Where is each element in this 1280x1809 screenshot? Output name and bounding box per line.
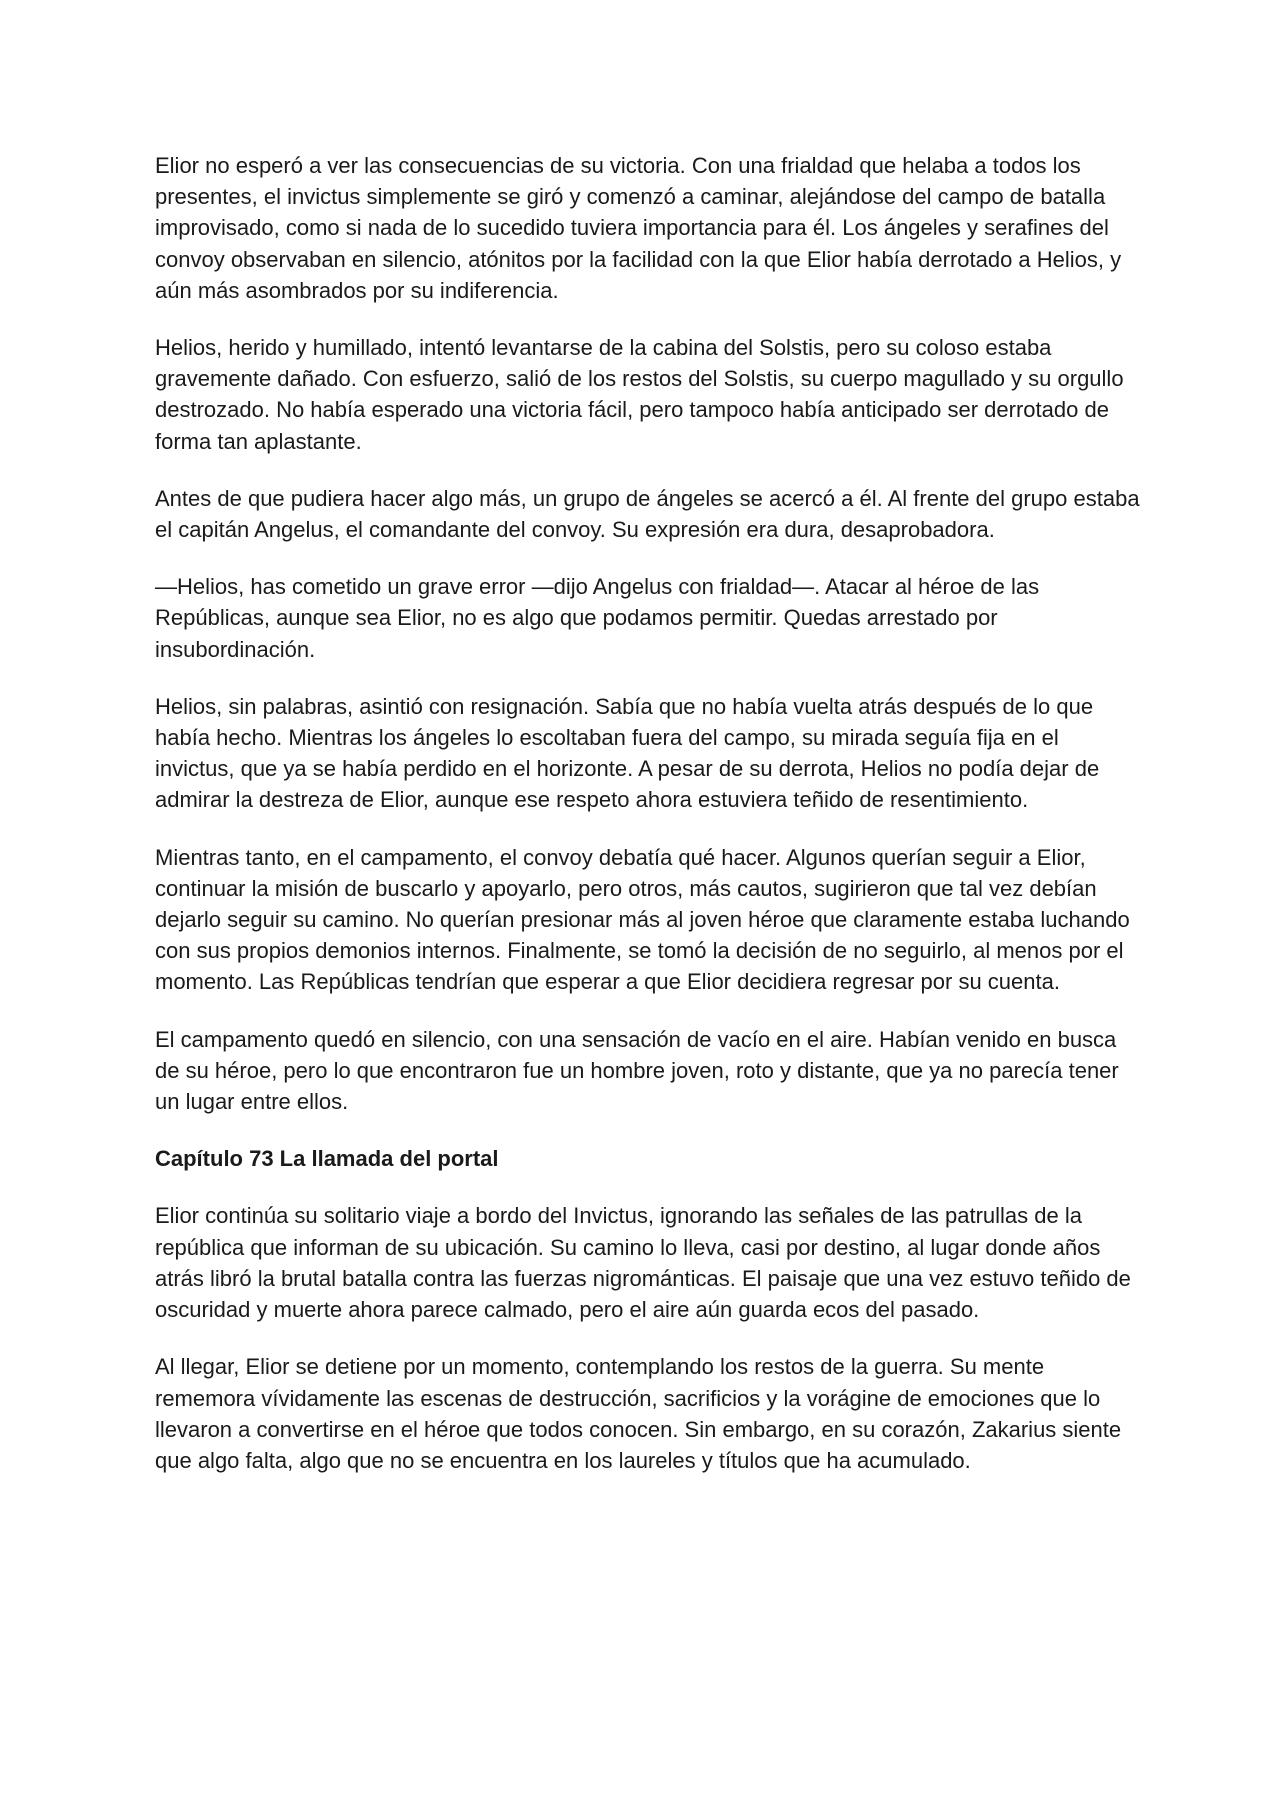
document-page: [155, 150, 1140, 1502]
paragraph: El campamento quedó en silencio, con una sensación de vacío en el aire. Habían venido en busca de su héroe, pero lo que encontraron fue un hombre joven, roto y distante, que ya no parecía tener un lugar entre ellos.: [155, 1026, 1119, 1115]
paragraph: —Helios, has cometido un grave error —dijo Angelus con frialdad—. Atacar al héroe de las Repúblicas, aunque sea Elior, no es algo que podamos permitir. Quedas arrestado por insubordinación.: [155, 574, 1040, 662]
paragraph: Elior continúa su solitario viaje a bordo del Invictus, ignorando las señales de las patrullas de la república que informan de su ubicación. Su camino lo lleva, casi por destino, al lugar donde años atrás libró la brutal batalla contra las fuerzas nigrománticas. El paisaje que una vez estuvo teñido de oscuridad y muerte ahora parece calmado, pero el aire aún guarda ecos del pasado.: [155, 1203, 1131, 1323]
paragraph: Helios, sin palabras, asintió con resignación. Sabía que no había vuelta atrás después de lo que había hecho. Mientras los ángeles lo escoltaban fuera del campo, su mirada seguía fija en el invictus, que ya se había perdido en el horizonte. A pesar de su derrota, Helios no podía dejar de admirar la destreza de Elior, aunque ese respeto ahora estuviera teñido de resentimiento.: [155, 693, 1100, 813]
chapter-heading: Capítulo 73 La llamada del portal: [155, 1146, 499, 1172]
paragraph: Helios, herido y humillado, intentó levantarse de la cabina del Solstis, pero su coloso estaba gravemente dañado. Con esfuerzo, salió de los restos del Solstis, su cuerpo magullado y su orgullo destrozado. No había esperado una victoria fácil, pero tampoco había anticipado ser derrotado de forma tan aplastante.: [155, 335, 1124, 454]
paragraph: Antes de que pudiera hacer algo más, un grupo de ángeles se acercó a él. Al frente del grupo estaba el capitán Angelus, el comandante del convoy. Su expresión era dura, desaprobadora.: [155, 485, 1140, 543]
paragraph: Al llegar, Elior se detiene por un momento, contemplando los restos de la guerra. Su mente rememora vívidamente las escenas de destrucción, sacrificios y la vorágine de emociones que lo llevaron a convertirse en el héroe que todos conocen. Sin embargo, en su corazón, Zakarius siente que algo falta, algo que no se encuentra en los laureles y títulos que ha acumulado.: [155, 1354, 1122, 1473]
paragraph: Mientras tanto, en el campamento, el convoy debatía qué hacer. Algunos querían seguir a Elior, continuar la misión de buscarlo y apoyarlo, pero otros, más cautos, sugirieron que tal vez debían dejarlo seguir su camino. No querían presionar más al joven héroe que claramente estaba luchando con sus propios demonios internos. Finalmente, se tomó la decisión de no seguirlo, al menos por el momento. Las Repúblicas tendrían que esperar a que Elior decidiera regresar por su cuenta.: [155, 844, 1130, 995]
paragraph: Elior no esperó a ver las consecuencias de su victoria. Con una frialdad que helaba a todos los presentes, el invictus simplemente se giró y comenzó a caminar, alejándose del campo de batalla improvisado, como si nada de lo sucedido tuviera importancia para él. Los ángeles y serafines del convoy observaban en silencio, atónitos por la facilidad con la que Elior había derrotado a Helios, y aún más asombrados por su indiferencia.: [155, 153, 1122, 303]
